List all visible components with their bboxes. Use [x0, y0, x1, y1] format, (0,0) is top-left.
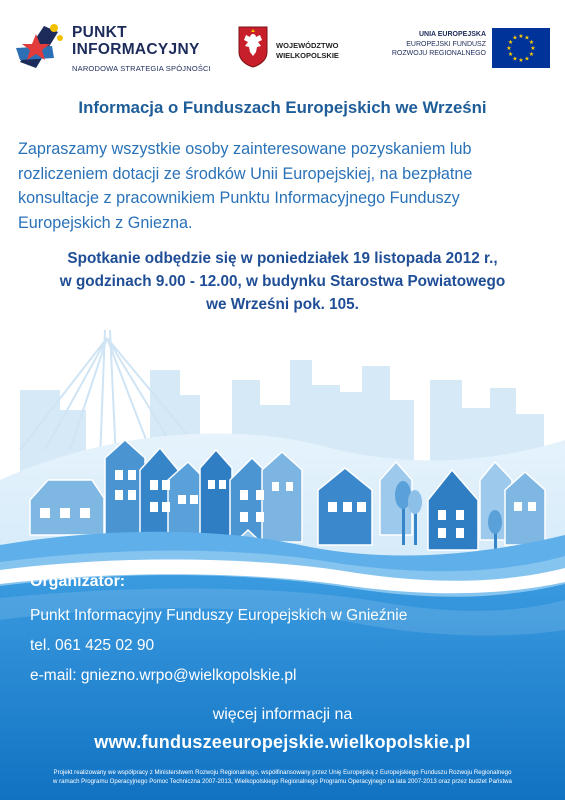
- eu-line2: EUROPEJSKI FUNDUSZ: [406, 40, 486, 48]
- eu-star-icon: ★: [524, 35, 530, 42]
- eu-line3: ROZWOJU REGIONALNEGO: [391, 50, 486, 57]
- eu-star-icon: ★: [530, 46, 536, 52]
- organizer-title: Organizator:: [30, 573, 126, 590]
- organizer-email: e-mail: gniezno.wrpo@wielkopolskie.pl: [30, 667, 297, 684]
- intro-line: konsultacje z pracownikiem Punktu Informacyjnego Funduszy: [18, 189, 460, 207]
- footer-line: w ramach Programu Operacyjnego Pomoc Techniczna 2007-2013, Wielkopolskiego Regionalnego Programu Operacyjnego na lata 2007-2013 oraz przez budżet Państwa: [53, 778, 512, 785]
- pi-title-line1: PUNKT: [72, 24, 127, 41]
- website-link[interactable]: www.funduszeeuropejskie.wielkopolskie.pl: [94, 732, 471, 752]
- eu-star-icon: ★: [507, 40, 514, 46]
- eu-star-icon: ★: [512, 56, 518, 63]
- eu-star-icon: ★: [528, 40, 535, 46]
- intro-paragraph: [18, 137, 552, 235]
- city-illustration: [0, 330, 565, 800]
- eu-text: [392, 30, 486, 59]
- more-info-label: więcej informacji na: [212, 706, 353, 723]
- eu-star-icon: ★: [518, 34, 524, 40]
- page-heading: Informacja o Funduszach Europejskich we Wrześni: [78, 98, 487, 117]
- eu-logo: [380, 28, 550, 74]
- footer-note: [6, 768, 559, 786]
- meeting-info: [0, 247, 565, 316]
- eu-star-icon: ★: [507, 52, 514, 58]
- region-line1: WOJEWÓDZTWO: [276, 41, 339, 50]
- wielkopolska-eagle-crest-icon: [238, 26, 268, 68]
- meeting-line: Spotkanie odbędzie się w poniedziałek 19 listopada 2012 r.,: [67, 250, 498, 267]
- eu-flag-icon: [492, 28, 550, 68]
- intro-line: Zapraszamy wszystkie osoby zainteresowane pozyskaniem lub: [18, 140, 472, 158]
- intro-line: Europejskich z Gniezna.: [18, 213, 193, 232]
- intro-line: rozliczeniem dotacji ze środków Unii Europejskiej, na bezpłatne: [18, 164, 473, 183]
- punkt-informacyjny-logo: [14, 18, 214, 88]
- organizer-name: Punkt Informacyjny Funduszy Europejskich w Gnieźnie: [30, 607, 408, 624]
- eu-star-icon: ★: [512, 35, 518, 42]
- pi-subtitle: NARODOWA STRATEGIA SPÓJNOŚCI: [72, 64, 211, 73]
- pi-title-line2: INFORMACYJNY: [72, 41, 200, 58]
- punkt-informacyjny-star-logo-icon: [14, 18, 66, 74]
- eu-star-icon: ★: [506, 46, 512, 52]
- meeting-line: we Wrześni pok. 105.: [206, 296, 359, 313]
- wielkopolska-logo: [238, 26, 368, 76]
- organizer-phone: tel. 061 425 02 90: [30, 637, 155, 654]
- eu-line1: UNIA EUROPEJSKA: [418, 31, 486, 38]
- meeting-line: w godzinach 9.00 - 12.00, w budynku Starostwa Powiatowego: [59, 273, 506, 290]
- region-line2: WIELKOPOLSKIE: [276, 51, 339, 60]
- eu-star-icon: ★: [518, 58, 524, 64]
- footer-line: Projekt realizowany we współpracy z Ministerstwem Rozwoju Regionalnego, współfinansowany przez Unię Europejską z Europejskiego Funduszu Rozwoju Regionalnego: [53, 769, 512, 776]
- eu-star-icon: ★: [524, 56, 530, 63]
- eu-star-icon: ★: [528, 52, 535, 58]
